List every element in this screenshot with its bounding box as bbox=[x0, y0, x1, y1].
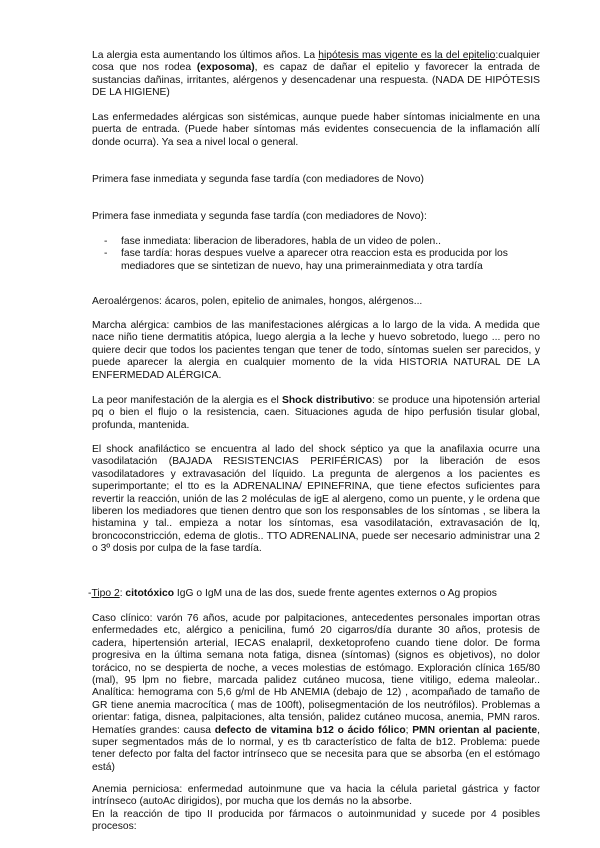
tipo-2-label: Tipo 2 bbox=[91, 588, 120, 599]
paragraph-phases-2: Primera fase inmediata y segunda fase tardía (con mediadores de Novo): bbox=[92, 211, 427, 222]
bold-vitamin-b12: defecto de vitamina b12 o ácido fólico bbox=[214, 724, 406, 736]
paragraph-aeroallergens: Aeroalérgenos: ácaros, polen, epitelio de animales, hongos, alérgenos... bbox=[92, 296, 423, 307]
paragraph-pernicious-anemia: Anemia perniciosa: enfermedad autoinmune que va hacia la célula parietal gástrica y factor intrínseco (autoAc dirigidos), por mucha que los demás no la absorbe. bbox=[92, 784, 540, 808]
paragraph-shock-distributivo: La peor manifestación de la alergia es el Shock distributivo: se produce una hipotensión arterial pq o bien el flujo o la resistencia, caen. Situaciones aguda de hipo perfusión tisular global, profunda, mantenida. bbox=[92, 395, 541, 431]
bold-exposoma: (exposoma) bbox=[196, 62, 255, 74]
underlined-hypothesis: hipótesis mas vigente es la del epitelio bbox=[318, 50, 496, 61]
paragraph-systemic-diseases: Las enfermedades alérgicas son sistémicas, aunque puede haber síntomas inicialmente en una puerta de entrada. (Puede haber síntomas más evidentes consecuencia de la inflamación allí donde ocurra). Ya sea a nivel local o general. bbox=[92, 112, 540, 148]
paragraph-clinical-case: Caso clínico: varón 76 años, acude por palpitaciones, antecedentes personales importan otras enfermedades etc, alérgico a penicilina, fumó 20 cigarros/día durante 30 años, protesis de cadera, hipertensión arterial, IECAS enalapril, dexketoprofeno cuando tiene dolor. De forma progresiva en la última semana nota fatiga, disnea (síntomas) (signos es objetivos), no dolor torácico, no se despierta de noche, a veces molestias de estómago. Exploración clínica 165/80 (mal), 95 lpm no fiebre, marcada palidez cutáneo mucosa, tiene vitiligo, edema maleolar.. Analítica: hemograma con 5,6 g/ml de Hb ANEMIA (debajo de 12) , acompañado de tamaño de GR tiene anemia macrocítica ( mas de 100ft), polisegmentación de los neutrófilos). Problemas a orientar: fatiga, disnea, palpitaciones, alta tensión, palidez cutáneo mucosa, anemia, PMN raros. Hematíes grandes: causa defecto de vitamina b12 o ácido fólico; PMN orientan al paciente, super segmentados más de lo normal, y es tb característico de falta de b12. Problema: puede tener defecto por falta del factor intrínseco que se necesita para que se absorba (en el estómago está) bbox=[92, 613, 540, 773]
heading-tipo-2: -Tipo 2: citotóxico IgG o IgM una de las dos, suede frente agentes externos o Ag propios bbox=[88, 588, 497, 599]
paragraph-allergic-march: Marcha alérgica: cambios de las manifestaciones alérgicas a lo largo de la vida. A medida que nace niño tiene dermatitis atópica, luego alergia a la leche y huevo sobretodo, luego ... pero no quiere decir que todos los pacientes tengan que tener de todo, síntomas suelen ser parecidos, y puede aparecer la alergia en cualquier momento de la vida HISTORIA NATURAL DE LA ENFERMEDAD ALÉRGICA. bbox=[92, 320, 540, 381]
list-item: - fase inmediata: liberacion de liberadores, habla de un video de polen.. bbox=[104, 236, 441, 247]
bold-pmn: PMN orientan al paciente bbox=[412, 724, 538, 736]
paragraph-allergy-increase: La alergia esta aumentando los últimos años. La hipótesis mas vigente es la del epitelio:cualquier cosa que nos rodea (exposoma), es capaz de dañar el epitelio y favorecer la entrada de sustancias dañinas, irritantes, alérgenos y desencadenar una respuesta. (NADA DE HIPÓTESIS DE LA HIGIENE) bbox=[92, 50, 541, 99]
paragraph-anaphylactic-shock: El shock anafiláctico se encuentra al lado del shock séptico ya que la anafilaxia ocurre una vasodilatación (BAJADA RESISTENCIAS PERIFÉRICAS) por la liberación de esos vasodilatadores y extravasación del líquido. La pregunta de alergenos a los pacientes es superimportante; el tto es la ADRENALINA/ EPINEFRINA, que tiene efectos suficientes para revertir la reacción, unión de las 2 moléculas de igE al alergeno, como un puente, y le ordena que liberen los mediadores que tienen dentro que son los responsables de los síntomas , se libera la histamina y tal.. empieza a notar los síntomas, esa vasodilatación, extravasación de lq, broncoconstricción, edema de glotis.. TTO ADRENALINA, puede ser necesario administrar una 2 o 3º dosis por culpa de la fase tardía. bbox=[92, 444, 540, 555]
phase-list bbox=[104, 236, 540, 273]
bold-citotoxico: citotóxico bbox=[125, 588, 175, 599]
paragraph-phases-1: Primera fase inmediata y segunda fase tardía (con mediadores de Novo) bbox=[92, 174, 424, 185]
list-item: - fase tardía: horas despues vuelve a aparecer otra reaccion esta es producida por los mediadores que se sintetizan de nuevo, hay una primerainmediata y otra tardía bbox=[104, 248, 508, 272]
bold-shock-distributivo: Shock distributivo bbox=[281, 395, 373, 406]
paragraph-type-ii-reaction: En la reacción de tipo II producida por fármacos o autoinmunidad y sucede por 4 posibles procesos: bbox=[92, 809, 540, 833]
